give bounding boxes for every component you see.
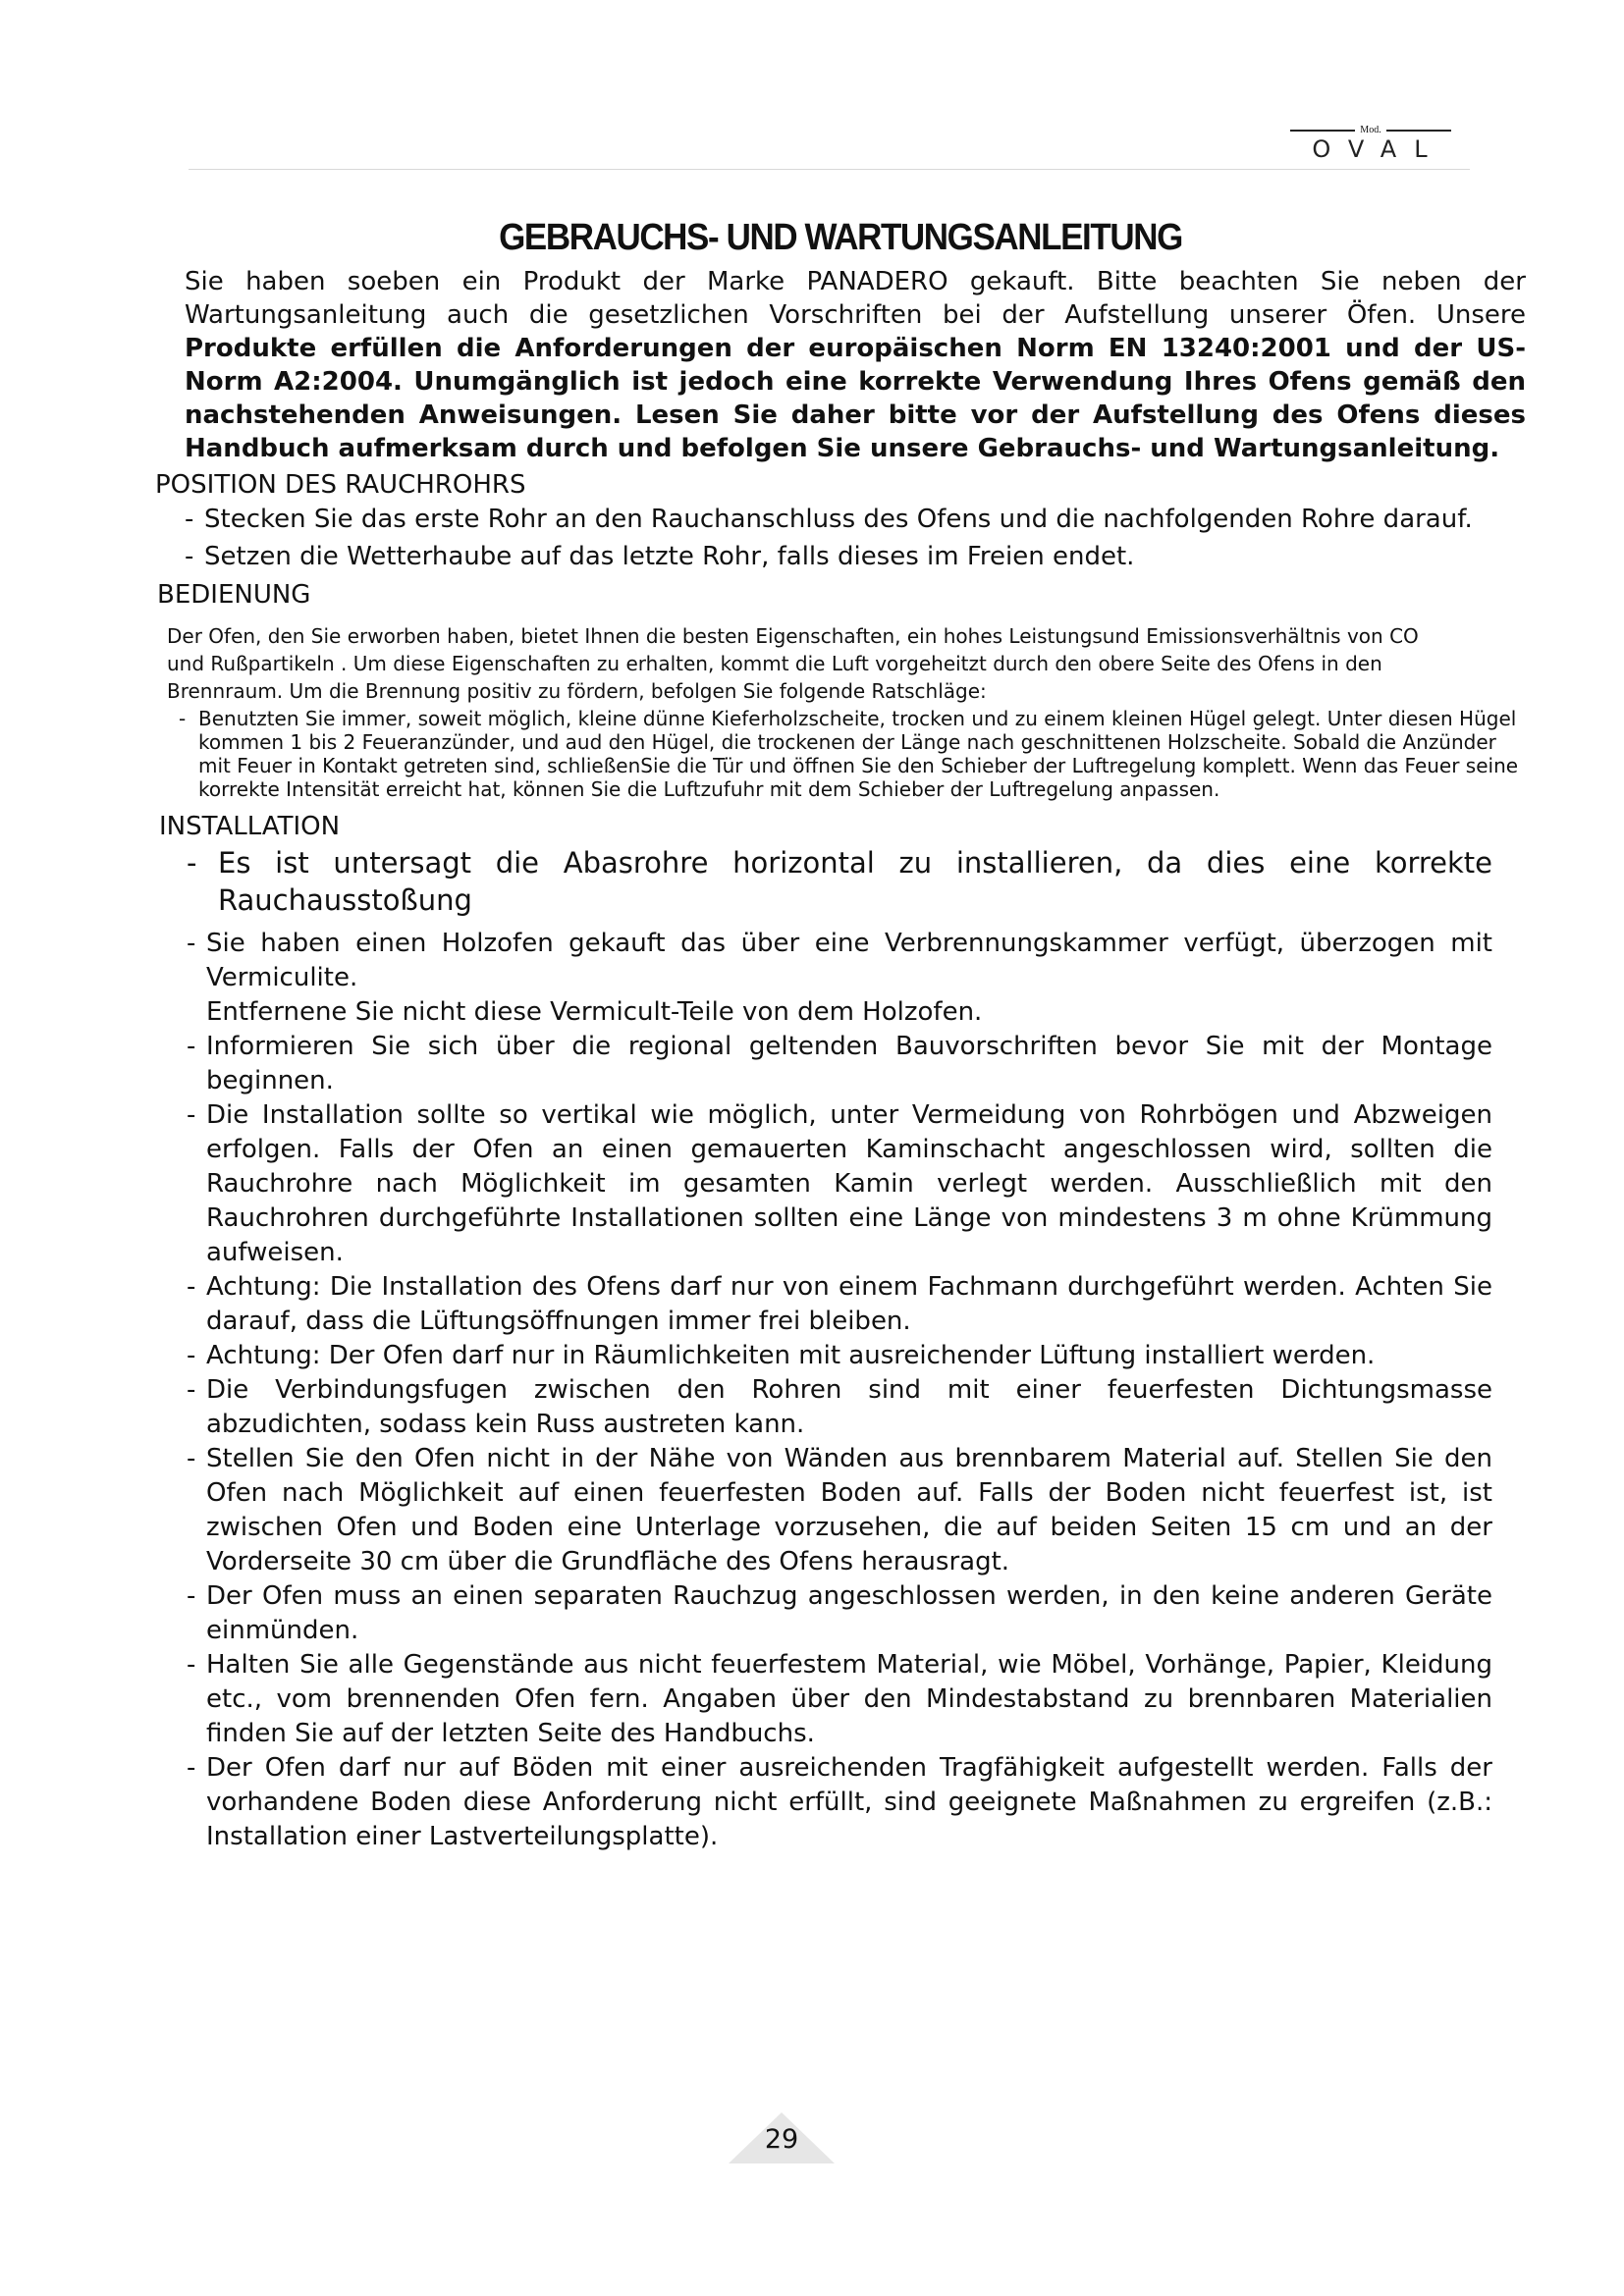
list-item: - Stellen Sie den Ofen nicht in der Nähe von Wänden aus brennbarem Material auf. Stellen Sie den Ofen nach Möglichkeit auf einen feuerfesten Boden auf. Falls der Boden nicht feuerfest ist, ist zwischen Ofen und Boden eine Unterlage vorzusehen, die auf beiden Seiten 15 cm und an der Vorderseite 30 cm über die Grundfläche des Ofens herausragt.	[206, 1442, 1492, 1579]
bedienung-paragraph: Der Ofen, den Sie erworben haben, bietet Ihnen die besten Eigenschaften, ein hohes Leistungsund Emissionsverhältnis von CO und Rußpartikeln . Um diese Eigenschaften zu erhalten, kommt die Luft vorgeheitzt durch den obere Seite des Ofens in den Brennraum. Um die Brennung positiv zu fördern, befolgen Sie folgende Ratschläge:	[167, 624, 1419, 703]
brand-logo	[1274, 126, 1467, 163]
installation-list	[155, 844, 1492, 1854]
intro-bold-text: Produkte erfüllen die Anforderungen der europäischen Norm EN 13240:2001 und der US-Norm A2:2004. Unumgänglich ist jedoch eine korrekte Verwendung Ihres Ofens gemäß den nachstehenden Anweisungen. Lesen Sie daher bitte vor der Aufstellung des Ofens dieses Handbuch aufmerksam durch und befolgen Sie unsere Gebrauchs- und Wartungsanleitung.	[185, 334, 1526, 463]
document-body	[155, 214, 1526, 1854]
list-item: - Die Verbindungsfugen zwischen den Rohren sind mit einer feuerfesten Dichtungsmasse abzudichten, sodass kein Russ austreten kann.	[206, 1373, 1492, 1442]
position-list	[155, 503, 1526, 573]
page-number: 29	[764, 2124, 799, 2155]
bedienung-heading: BEDIENUNG	[157, 580, 311, 610]
logo-rule-left	[1290, 130, 1355, 132]
header-divider	[189, 169, 1470, 170]
list-item: - Die Installation sollte so vertikal wie möglich, unter Vermeidung von Rohrbögen und Abzweigen erfolgen. Falls der Ofen an einen gemauerten Kaminschacht angeschlossen wird, sollten die Rauchrohre nach Möglichkeit im gesamten Kamin verlegt werden. Ausschließlich mit den Rauchrohren durchgeführte Installationen sollten eine Länge von mindestens 3 m ohne Krümmung aufweisen.	[206, 1098, 1492, 1270]
list-item: - Der Ofen muss an einen separaten Rauchzug angeschlossen werden, in den keine anderen Geräte einmünden.	[206, 1579, 1492, 1648]
list-item: - Benutzten Sie immer, soweit möglich, kleine dünne Kieferholzscheite, trocken und zu einem kleinen Hügel gelegt. Unter diesen Hügel kommen 1 bis 2 Feueranzünder, und aud den Hügel, die trockenen der Länge nach geschnittenen Holzscheite. Sobald die Anzünder mit Feuer in Kontakt getreten sind, schließenSie die Tür und öffnen Sie den Schieber der Luftregelung komplett. Wenn das Feuer seine korrekte Intensität erreicht hat, können Sie die Luftzufuhr mit dem Schieber der Luftregelung anpassen.	[198, 707, 1526, 801]
logo-rule-right	[1386, 130, 1451, 132]
intro-paragraph	[155, 265, 1526, 465]
intro-text: Sie haben soeben ein Produkt der Marke PANADERO gekauft. Bitte beachten Sie neben der Wartungsanleitung auch die gesetzlichen Vorschriften bei der Aufstellung unserer Öfen. Unsere	[185, 267, 1526, 330]
list-item: - Es ist untersagt die Abasrohre horizontal zu installieren, da dies eine korrekte Rauchausstoßung	[206, 844, 1492, 919]
logo-text: OVAL	[1312, 135, 1445, 163]
page-number-badge	[729, 2112, 835, 2163]
logo-prefix: Mod.	[1360, 125, 1381, 135]
page-title: GEBRAUCHS- UND WARTUNGSANLEITUNG	[499, 217, 1182, 258]
bedienung-list	[155, 707, 1526, 801]
list-item: Entfernene Sie nicht diese Vermicult-Teile von dem Holzofen.	[206, 997, 983, 1027]
list-item: - Sie haben einen Holzofen gekauft das über eine Verbrennungskammer verfügt, überzogen mit Vermiculite.	[206, 927, 1492, 995]
list-item: - Achtung: Der Ofen darf nur in Räumlichkeiten mit ausreichender Lüftung installiert werden.	[206, 1339, 1492, 1373]
list-item: - Achtung: Die Installation des Ofens darf nur von einem Fachmann durchgeführt werden. Achten Sie darauf, dass die Lüftungsöffnungen immer frei bleiben.	[206, 1270, 1492, 1339]
position-heading: POSITION DES RAUCHROHRS	[155, 470, 526, 500]
list-item: - Halten Sie alle Gegenstände aus nicht feuerfestem Material, wie Möbel, Vorhänge, Papier, Kleidung etc., vom brennenden Ofen fern. Angaben über den Mindestabstand zu brennbaren Materialien finden Sie auf der letzten Seite des Handbuchs.	[206, 1648, 1492, 1751]
list-item: - Der Ofen darf nur auf Böden mit einer ausreichenden Tragfähigkeit aufgestellt werden. Falls der vorhandene Boden diese Anforderung nicht erfüllt, sind geeignete Maßnahmen zu ergreifen (z.B.: Installation einer Lastverteilungsplatte).	[206, 1751, 1492, 1854]
list-item: - Setzen die Wetterhaube auf das letzte Rohr, falls dieses im Freien endet.	[204, 540, 1526, 573]
list-item: - Informieren Sie sich über die regional geltenden Bauvorschriften bevor Sie mit der Montage beginnen.	[206, 1030, 1492, 1098]
installation-heading: INSTALLATION	[159, 812, 341, 841]
list-item: - Stecken Sie das erste Rohr an den Rauchanschluss des Ofens und die nachfolgenden Rohre darauf.	[204, 503, 1526, 536]
